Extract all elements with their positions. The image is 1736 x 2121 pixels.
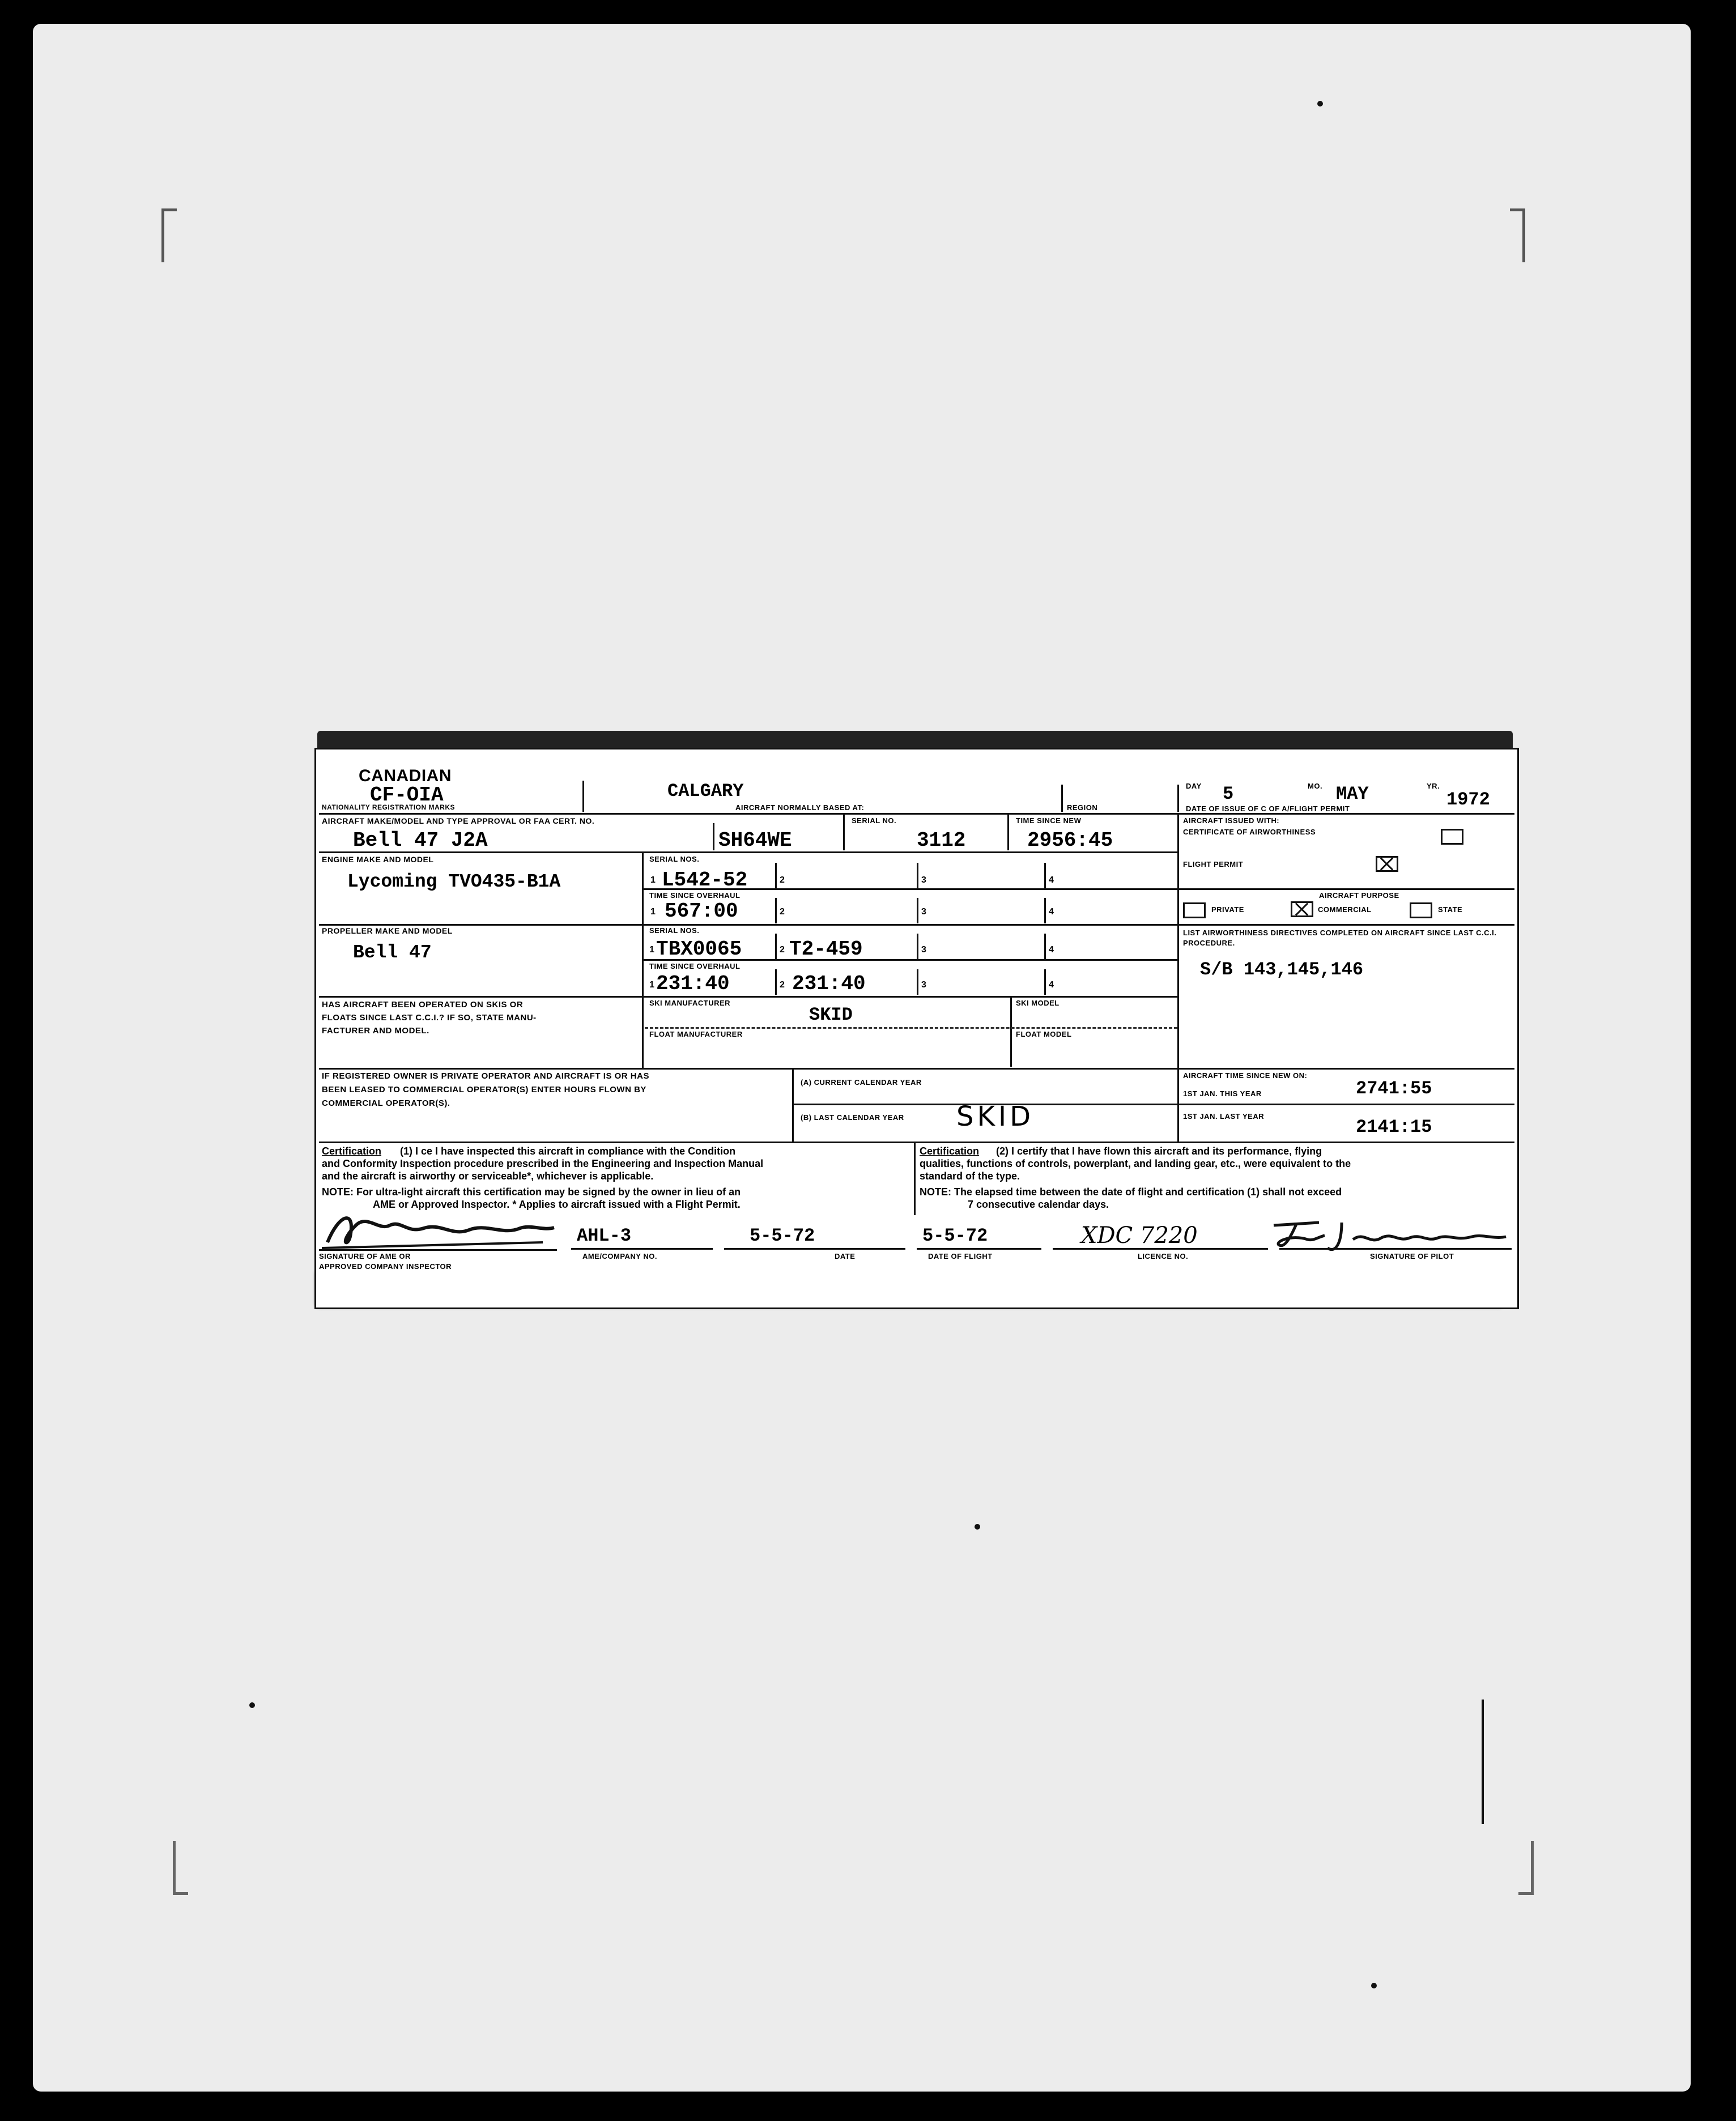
time-since-new-value: 2956:45: [1027, 829, 1113, 852]
signature-line: [1279, 1248, 1512, 1250]
serial-value: 3112: [917, 829, 966, 852]
prop-serial-num-2: 2: [780, 945, 785, 955]
divider: [917, 898, 918, 923]
private-label: PRIVATE: [1211, 905, 1244, 914]
prop-serial-label: SERIAL NOS.: [649, 926, 700, 935]
divider: [319, 924, 1514, 926]
ad-list-value: S/B 143,145,146: [1200, 959, 1364, 980]
divider: [917, 969, 918, 995]
owner-question-l3: COMMERCIAL OPERATOR(S).: [322, 1098, 450, 1108]
cert1-title: Certification: [322, 1145, 382, 1157]
divider: [1177, 888, 1514, 890]
divider: [775, 934, 777, 959]
crop-mark-top-right: [1510, 208, 1525, 262]
prop-tso-num-3: 3: [921, 980, 926, 990]
crop-mark-bottom-right: [1518, 1841, 1534, 1895]
divider: [582, 781, 584, 812]
propeller-label: PROPELLER MAKE AND MODEL: [322, 926, 453, 935]
jan-last-year-label: 1ST JAN. LAST YEAR: [1183, 1112, 1265, 1121]
divider: [843, 815, 845, 850]
aircraft-record-card: [314, 748, 1519, 1309]
divider: [1007, 815, 1009, 850]
country-label: CANADIAN: [359, 766, 452, 785]
flight-date-value: 5-5-72: [922, 1225, 988, 1246]
ame-signature: [316, 1203, 560, 1254]
year-label: YR.: [1427, 782, 1440, 790]
cert1-line2: and Conformity Inspection procedure prescribed in the Engineering and Inspection Manual: [322, 1158, 764, 1169]
skis-question-l2: FLOATS SINCE LAST C.C.I.? IF SO, STATE MANU-: [322, 1013, 537, 1023]
divider: [775, 898, 777, 923]
prop-serial-num-4: 4: [1049, 945, 1054, 955]
speck: [975, 1524, 980, 1530]
note1-line2: AME or Approved Inspector. * Applies to aircraft issued with a Flight Permit.: [373, 1199, 741, 1210]
jan-this-year-value: 2741:55: [1356, 1078, 1432, 1099]
region-label: REGION: [1067, 803, 1098, 812]
cert1-line1: (1) I ce I have inspected this aircraft in compliance with the Condition: [400, 1145, 736, 1157]
divider: [319, 996, 1177, 998]
divider: [642, 959, 1177, 961]
prop-tso-1: 231:40: [656, 972, 730, 995]
aircraft-make-label: AIRCRAFT MAKE/MODEL AND TYPE APPROVAL OR FAA CERT. NO.: [322, 816, 595, 825]
engine-tso-label: TIME SINCE OVERHAUL: [649, 891, 741, 900]
float-model-label: FLOAT MODEL: [1016, 1030, 1072, 1038]
cert2-line1: (2) I certify that I have flown this aircraft and its performance, flying: [996, 1145, 1322, 1157]
divider: [1044, 863, 1046, 888]
based-at-value: CALGARY: [667, 781, 744, 802]
ski-model-label: SKI MODEL: [1016, 999, 1060, 1007]
issued-with-label: AIRCRAFT ISSUED WITH:: [1183, 816, 1280, 825]
last-year-label: (B) LAST CALENDAR YEAR: [801, 1113, 904, 1122]
engine-tso-num-2: 2: [780, 907, 785, 917]
last-year-handwritten: SKID: [956, 1101, 1035, 1132]
prop-serial-num-3: 3: [921, 945, 926, 955]
divider: [917, 934, 918, 959]
year-value: 1972: [1446, 789, 1490, 810]
prop-tso-num-4: 4: [1049, 980, 1054, 990]
divider: [1044, 969, 1046, 995]
current-year-label: (A) CURRENT CALENDAR YEAR: [801, 1078, 922, 1087]
prop-serial-num-1: 1: [649, 945, 654, 955]
cert2-title: Certification: [920, 1145, 980, 1157]
prop-tso-num-2: 2: [780, 980, 785, 990]
cert-airworthiness-checkbox[interactable]: [1441, 829, 1463, 845]
engine-make-value: Lycoming TVO435-B1A: [347, 871, 561, 892]
engine-tso-1: 567:00: [665, 900, 738, 923]
divider: [642, 888, 1177, 890]
divider: [713, 823, 714, 850]
divider: [1044, 934, 1046, 959]
cert-airworthiness-label: CERTIFICATE OF AIRWORTHINESS: [1183, 828, 1316, 836]
ad-list-label: LIST AIRWORTHINESS DIRECTIVES COMPLETED ON AIRCRAFT SINCE LAST C.C.I. PROCEDURE.: [1183, 929, 1497, 947]
engine-serial-num-4: 4: [1049, 875, 1054, 885]
divider: [1177, 1104, 1514, 1105]
licence-label: LICENCE NO.: [1138, 1252, 1189, 1260]
owner-question-l2: BEEN LEASED TO COMMERCIAL OPERATOR(S) ENTER HOURS FLOWN BY: [322, 1085, 646, 1094]
pilot-signature-label: SIGNATURE OF PILOT: [1370, 1252, 1454, 1260]
cert2-line2: qualities, functions of controls, powerplant, and landing gear, etc., were equivalent to the: [920, 1158, 1351, 1169]
jan-last-year-value: 2141:15: [1356, 1117, 1432, 1138]
time-since-new-on-label: AIRCRAFT TIME SINCE NEW ON:: [1183, 1071, 1308, 1080]
commercial-label: COMMERCIAL: [1318, 905, 1372, 914]
cert2-line3: standard of the type.: [920, 1170, 1020, 1182]
scan-artifact-line: [1482, 1700, 1484, 1824]
cert-date-label: DATE: [835, 1252, 856, 1260]
divider: [1010, 996, 1012, 1067]
propeller-value: Bell 47: [353, 942, 432, 963]
based-at-label: AIRCRAFT NORMALLY BASED AT:: [735, 803, 865, 812]
month-label: MO.: [1308, 782, 1323, 790]
engine-serial-1: L542-52: [662, 868, 748, 892]
divider: [775, 863, 777, 888]
signature-line: [571, 1248, 713, 1250]
divider: [1044, 898, 1046, 923]
skis-question-l1: HAS AIRCRAFT BEEN OPERATED ON SKIS OR: [322, 1000, 524, 1010]
engine-tso-num-1: 1: [650, 907, 656, 917]
ame-signature-label-2: APPROVED COMPANY INSPECTOR: [319, 1262, 452, 1271]
note1-line1: NOTE: For ultra-light aircraft this certification may be signed by the owner in lieu of an: [322, 1186, 741, 1198]
speck: [1371, 1983, 1377, 1988]
owner-question-l1: IF REGISTERED OWNER IS PRIVATE OPERATOR AND AIRCRAFT IS OR HAS: [322, 1071, 649, 1081]
prop-tso-label: TIME SINCE OVERHAUL: [649, 962, 741, 970]
divider: [319, 1142, 1514, 1143]
prop-serial-1: TBX0065: [656, 938, 742, 961]
serial-label: SERIAL NO.: [852, 816, 897, 825]
divider: [1177, 785, 1179, 812]
day-value: 5: [1223, 783, 1234, 804]
ame-signature-label-1: SIGNATURE OF AME OR: [319, 1252, 411, 1260]
ski-mfr-label: SKI MANUFACTURER: [649, 999, 731, 1007]
flight-permit-label: FLIGHT PERMIT: [1183, 860, 1244, 868]
signature-line: [724, 1248, 905, 1250]
state-checkbox[interactable]: [1410, 902, 1432, 918]
engine-serial-num-2: 2: [780, 875, 785, 885]
ame-number-value: AHL-3: [577, 1225, 632, 1246]
registration-value: CF-OIA: [370, 783, 444, 807]
state-label: STATE: [1438, 905, 1463, 914]
flight-date-label: DATE OF FLIGHT: [928, 1252, 993, 1260]
dashed-divider: [645, 1027, 1177, 1029]
month-value: MAY: [1336, 783, 1369, 804]
engine-tso-num-3: 3: [921, 907, 926, 917]
issue-date-label: DATE OF ISSUE OF C OF A/FLIGHT PERMIT: [1186, 804, 1350, 813]
aircraft-make-value: Bell 47 J2A: [353, 829, 488, 852]
crop-mark-bottom-left: [173, 1841, 188, 1895]
divider: [319, 851, 1177, 853]
engine-tso-num-4: 4: [1049, 907, 1054, 917]
skis-question-l3: FACTURER AND MODEL.: [322, 1026, 429, 1036]
commercial-checkbox[interactable]: [1291, 901, 1313, 917]
prop-tso-2: 231:40: [792, 972, 866, 995]
prop-serial-2: T2-459: [789, 938, 863, 961]
private-checkbox[interactable]: [1183, 902, 1206, 918]
time-since-new-label: TIME SINCE NEW: [1016, 816, 1082, 825]
day-label: DAY: [1186, 782, 1202, 790]
float-mfr-label: FLOAT MANUFACTURER: [649, 1030, 743, 1038]
divider: [914, 1142, 916, 1215]
cert1-line3: and the aircraft is airworthy or serviceable*, whichever is applicable.: [322, 1170, 654, 1182]
divider: [319, 1068, 1514, 1070]
note2-line1: NOTE: The elapsed time between the date of flight and certification (1) shall not exceed: [920, 1186, 1342, 1198]
divider: [917, 863, 918, 888]
divider: [775, 969, 777, 995]
licence-value: XDC 7220: [1081, 1223, 1198, 1249]
signature-line: [917, 1248, 1041, 1250]
note2-line2: 7 consecutive calendar days.: [968, 1199, 1109, 1210]
divider: [1177, 813, 1179, 1142]
engine-serial-label: SERIAL NOS.: [649, 855, 700, 863]
flight-permit-checkbox[interactable]: [1376, 856, 1398, 872]
engine-make-label: ENGINE MAKE AND MODEL: [322, 855, 434, 864]
ski-mfr-value: SKID: [809, 1004, 853, 1025]
ame-number-label: AME/COMPANY NO.: [582, 1252, 657, 1260]
engine-serial-num-1: 1: [650, 875, 656, 885]
crop-mark-top-left: [161, 208, 177, 262]
type-cert-value: SH64WE: [718, 829, 792, 852]
engine-serial-num-3: 3: [921, 875, 926, 885]
divider: [1061, 785, 1063, 812]
purpose-label: AIRCRAFT PURPOSE: [1319, 891, 1399, 900]
signature-line: [319, 1249, 557, 1251]
divider: [319, 813, 1514, 815]
speck: [249, 1702, 255, 1708]
cert-date-value: 5-5-72: [750, 1225, 815, 1246]
signature-line: [1053, 1248, 1268, 1250]
speck: [1317, 101, 1323, 107]
prop-tso-num-1: 1: [649, 980, 654, 990]
jan-this-year-label: 1ST JAN. THIS YEAR: [1183, 1089, 1262, 1098]
registration-label: NATIONALITY REGISTRATION MARKS: [322, 803, 455, 811]
